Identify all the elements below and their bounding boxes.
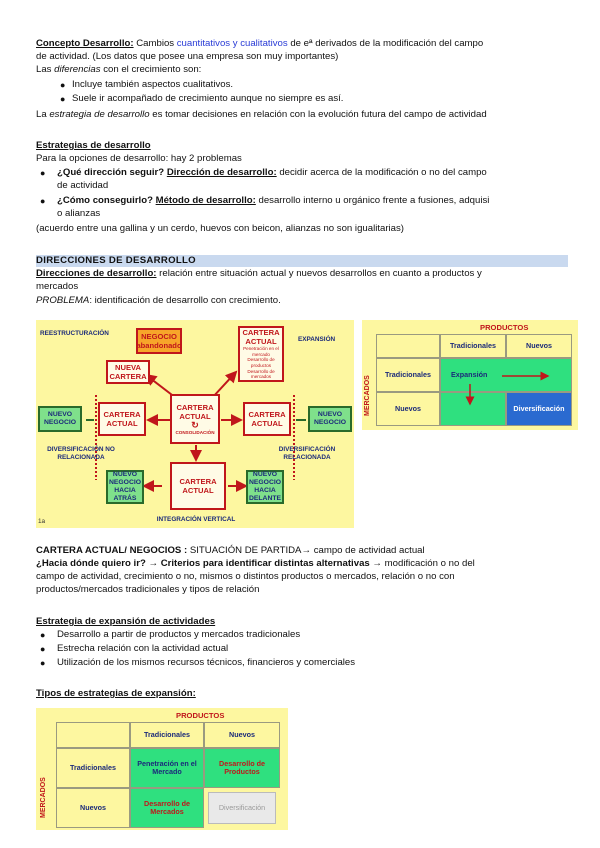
concepto-l3c: con el crecimiento son:: [100, 64, 202, 75]
cartera-actual-top-box: [238, 326, 284, 382]
integracion-vertical-label: INTEGRACIÓN VERTICAL: [156, 516, 236, 523]
expansion-title: Estrategia de expansión de actividades: [36, 616, 216, 627]
matrix1-row2: Nuevos: [376, 392, 440, 426]
consolidacion-text: CONSOLIDACIÓN: [175, 429, 215, 435]
expansion-bullet-1: Desarrollo a partir de productos y mercados tradicionales: [57, 629, 301, 640]
matrix1-expansion-text: Expansión: [451, 369, 488, 379]
nueva-cartera-box: [106, 360, 150, 384]
estrategias-bullet-1: [57, 167, 487, 179]
cartera-line-4: productos/mercados tradicionales y tipos de relación: [36, 584, 260, 595]
bullet-icon: ●: [40, 644, 46, 654]
concepto-bullet-1: Incluye también aspectos cualitativos.: [72, 79, 234, 90]
bullet-icon: ●: [40, 196, 46, 206]
cartera-left-text: CARTERA ACTUAL: [103, 410, 141, 428]
concepto-highlight: cuantitativos y cualitativos: [176, 38, 288, 49]
cartera-top-text: CARTERA ACTUAL: [242, 328, 280, 347]
matrix2-penetracion: Penetración en el Mercado: [130, 748, 204, 788]
direcciones-term: Direcciones de desarrollo:: [36, 268, 157, 279]
cartera-center-box: [170, 394, 220, 444]
negocio-abandonado-box: [136, 328, 182, 354]
div-relacionada-label: DIVERSIFICACIÓN RELACIONADA: [278, 446, 336, 461]
nuevo-negocio-left-box: [38, 406, 82, 432]
matrix-2: [36, 708, 288, 830]
matrix2-corner: [56, 722, 130, 748]
cartera-right-box: [243, 402, 291, 436]
matrix2-col1: Tradicionales: [130, 722, 204, 748]
concepto-title: Concepto Desarrollo:: [36, 38, 134, 49]
estrategias-title: Estrategias de desarrollo: [36, 140, 151, 151]
matrix1-arrows: [362, 320, 578, 430]
direccion-question: ¿Qué dirección seguir?: [57, 167, 165, 178]
cartera-bottom-text: CARTERA ACTUAL: [179, 477, 217, 495]
bullet-icon: ●: [40, 630, 46, 640]
bullet-icon: ●: [60, 80, 66, 90]
concepto-l3b: diferencias: [54, 64, 101, 75]
matrix2-diversificacion: Diversificación: [208, 792, 276, 824]
matrix2-row2: Nuevos: [56, 788, 130, 828]
criterios-term: ¿Hacia dónde quiero ir? → Criterios para identificar distintas alternativas: [36, 558, 370, 569]
problema-text: : identificación de desarrollo con crecimiento.: [89, 295, 281, 306]
estrategias-bullet-1-cont: de actividad: [57, 180, 109, 191]
metodo-text: desarrollo interno u orgánico frente a fusiones, adquisi: [255, 195, 490, 206]
cartera-text: SITUACIÓN DE PARTIDA→ campo de actividad actual: [187, 545, 425, 556]
matrix1-mercados: MERCADOS: [364, 375, 371, 416]
reestructuracion-label: REESTRUCTURACIÓN: [40, 330, 109, 337]
nuevo-delante-text: NUEVO NEGOCIO HACIA DELANTE: [248, 471, 282, 502]
problema-label: PROBLEMA: [36, 295, 90, 306]
cartera-term: CARTERA ACTUAL/ NEGOCIOS :: [36, 545, 188, 556]
concepto-line-3: [36, 64, 201, 76]
matrix2-desarrollo-mercados: Desarrollo de Mercados: [130, 788, 204, 828]
concepto-line-2: de actividad. (Los datos que posee una empresa son muy importantes): [36, 51, 339, 62]
nueva-cartera-text: NUEVA CARTERA: [109, 363, 147, 381]
concepto-line-1: [36, 38, 483, 50]
concepto-l4c: es tomar decisiones en relación con la evolución futura del campo de actividad: [149, 109, 487, 120]
matrix1-diversificacion-cell: Diversificación: [506, 392, 572, 426]
concepto-l3a: Las: [36, 64, 55, 75]
direcciones-heading: DIRECCIONES DE DESARROLLO: [36, 255, 196, 266]
cartera-right-text: CARTERA ACTUAL: [248, 410, 286, 428]
estrategias-bullet-2-cont: o alianzas: [57, 208, 101, 219]
concepto-l4a: La: [36, 109, 50, 120]
expansion-item-3: Desarrollo de mercados: [247, 368, 275, 380]
tipos-title: Tipos de estrategias de expansión:: [36, 688, 196, 699]
direcciones-line-2: mercados: [36, 281, 79, 292]
concepto-l4b: estrategia de desarrollo: [49, 109, 150, 120]
direccion-term: Dirección de desarrollo:: [166, 167, 277, 178]
nuevo-negocio-right-box: [308, 406, 352, 432]
estrategias-bullet-2: [57, 195, 489, 207]
expansion-item-2: Desarrollo de productos: [247, 357, 275, 368]
bullet-icon: ●: [40, 658, 46, 668]
criterios-text: → modificación o no del: [369, 558, 475, 569]
problema-line: [36, 295, 281, 307]
concepto-line-4: [36, 109, 487, 121]
nuevo-atras-box: [106, 470, 144, 504]
concepto-text-2: de eª derivados de la modificación del campo: [287, 38, 484, 49]
cycle-icon: ↻: [191, 419, 199, 430]
matrix2-productos: PRODUCTOS: [176, 711, 225, 720]
cartera-left-box: [98, 402, 146, 436]
metodo-question: ¿Cómo conseguirlo?: [57, 195, 153, 206]
cartera-bottom-box: [170, 462, 226, 510]
cartera-center-text: CARTERA ACTUAL: [176, 402, 214, 421]
concepto-bullet-2: Suele ir acompañado de crecimiento aunque no siempre es así.: [72, 93, 344, 104]
expansion-bullet-2: Estrecha relación con la actividad actual: [57, 643, 229, 654]
nuevo-negocio-left-text: NUEVO NEGOCIO: [43, 411, 77, 426]
expansion-label: EXPANSIÓN: [298, 336, 336, 343]
cartera-line-2: [36, 558, 475, 570]
estrategias-note: (acuerdo entre una gallina y un cerdo, huevos con beicon, alianzas no son igualitarias): [36, 223, 404, 234]
direcciones-diagram: [36, 320, 354, 528]
bullet-icon: ●: [40, 168, 46, 178]
direccion-text: decidir acerca de la modificación o no del campo: [276, 167, 487, 178]
nuevo-delante-box: [246, 470, 284, 504]
matrix1-col2: Nuevos: [506, 334, 572, 358]
cartera-line-3: campo de actividad, crecimiento o no, mismos o distintos productos o mercados, relación o no con: [36, 571, 455, 582]
estrategias-intro: Para la opciones de desarrollo: hay 2 problemas: [36, 153, 242, 164]
nuevo-negocio-right-text: NUEVO NEGOCIO: [313, 411, 347, 426]
expansion-bullet-3: Utilización de los mismos recursos técnicos, financieros y comerciales: [57, 657, 356, 668]
bullet-icon: ●: [60, 94, 66, 104]
div-no-relacionada-label: DIVERSIFICACIÓN NO RELACIONADA: [47, 446, 115, 461]
nuevo-atras-text: NUEVO NEGOCIO HACIA ATRÁS: [108, 471, 142, 502]
matrix1-row1: Tradicionales: [376, 358, 440, 392]
matrix2-col2: Nuevos: [204, 722, 280, 748]
direcciones-text: relación entre situación actual y nuevos desarrollos en cuanto a productos y: [156, 268, 482, 279]
matrix2-desarrollo-productos: Desarrollo de Productos: [204, 748, 280, 788]
metodo-term: Método de desarrollo:: [155, 195, 256, 206]
diagram-corner-mark: 1a: [38, 518, 46, 525]
matrix2-mercados: MERCADOS: [40, 777, 47, 818]
direcciones-line-1: [36, 268, 482, 280]
matrix-1: [362, 320, 578, 430]
matrix1-productos: PRODUCTOS: [480, 323, 529, 332]
concepto-text: Cambios: [133, 38, 177, 49]
cartera-line-1: [36, 545, 425, 557]
matrix1-col1: Tradicionales: [440, 334, 506, 358]
expansion-item-1: Penetración en el mercado: [243, 346, 279, 357]
matrix2-row1: Tradicionales: [56, 748, 130, 788]
negocio-abandonado-text: NEGOCIO abandonado: [136, 332, 182, 350]
